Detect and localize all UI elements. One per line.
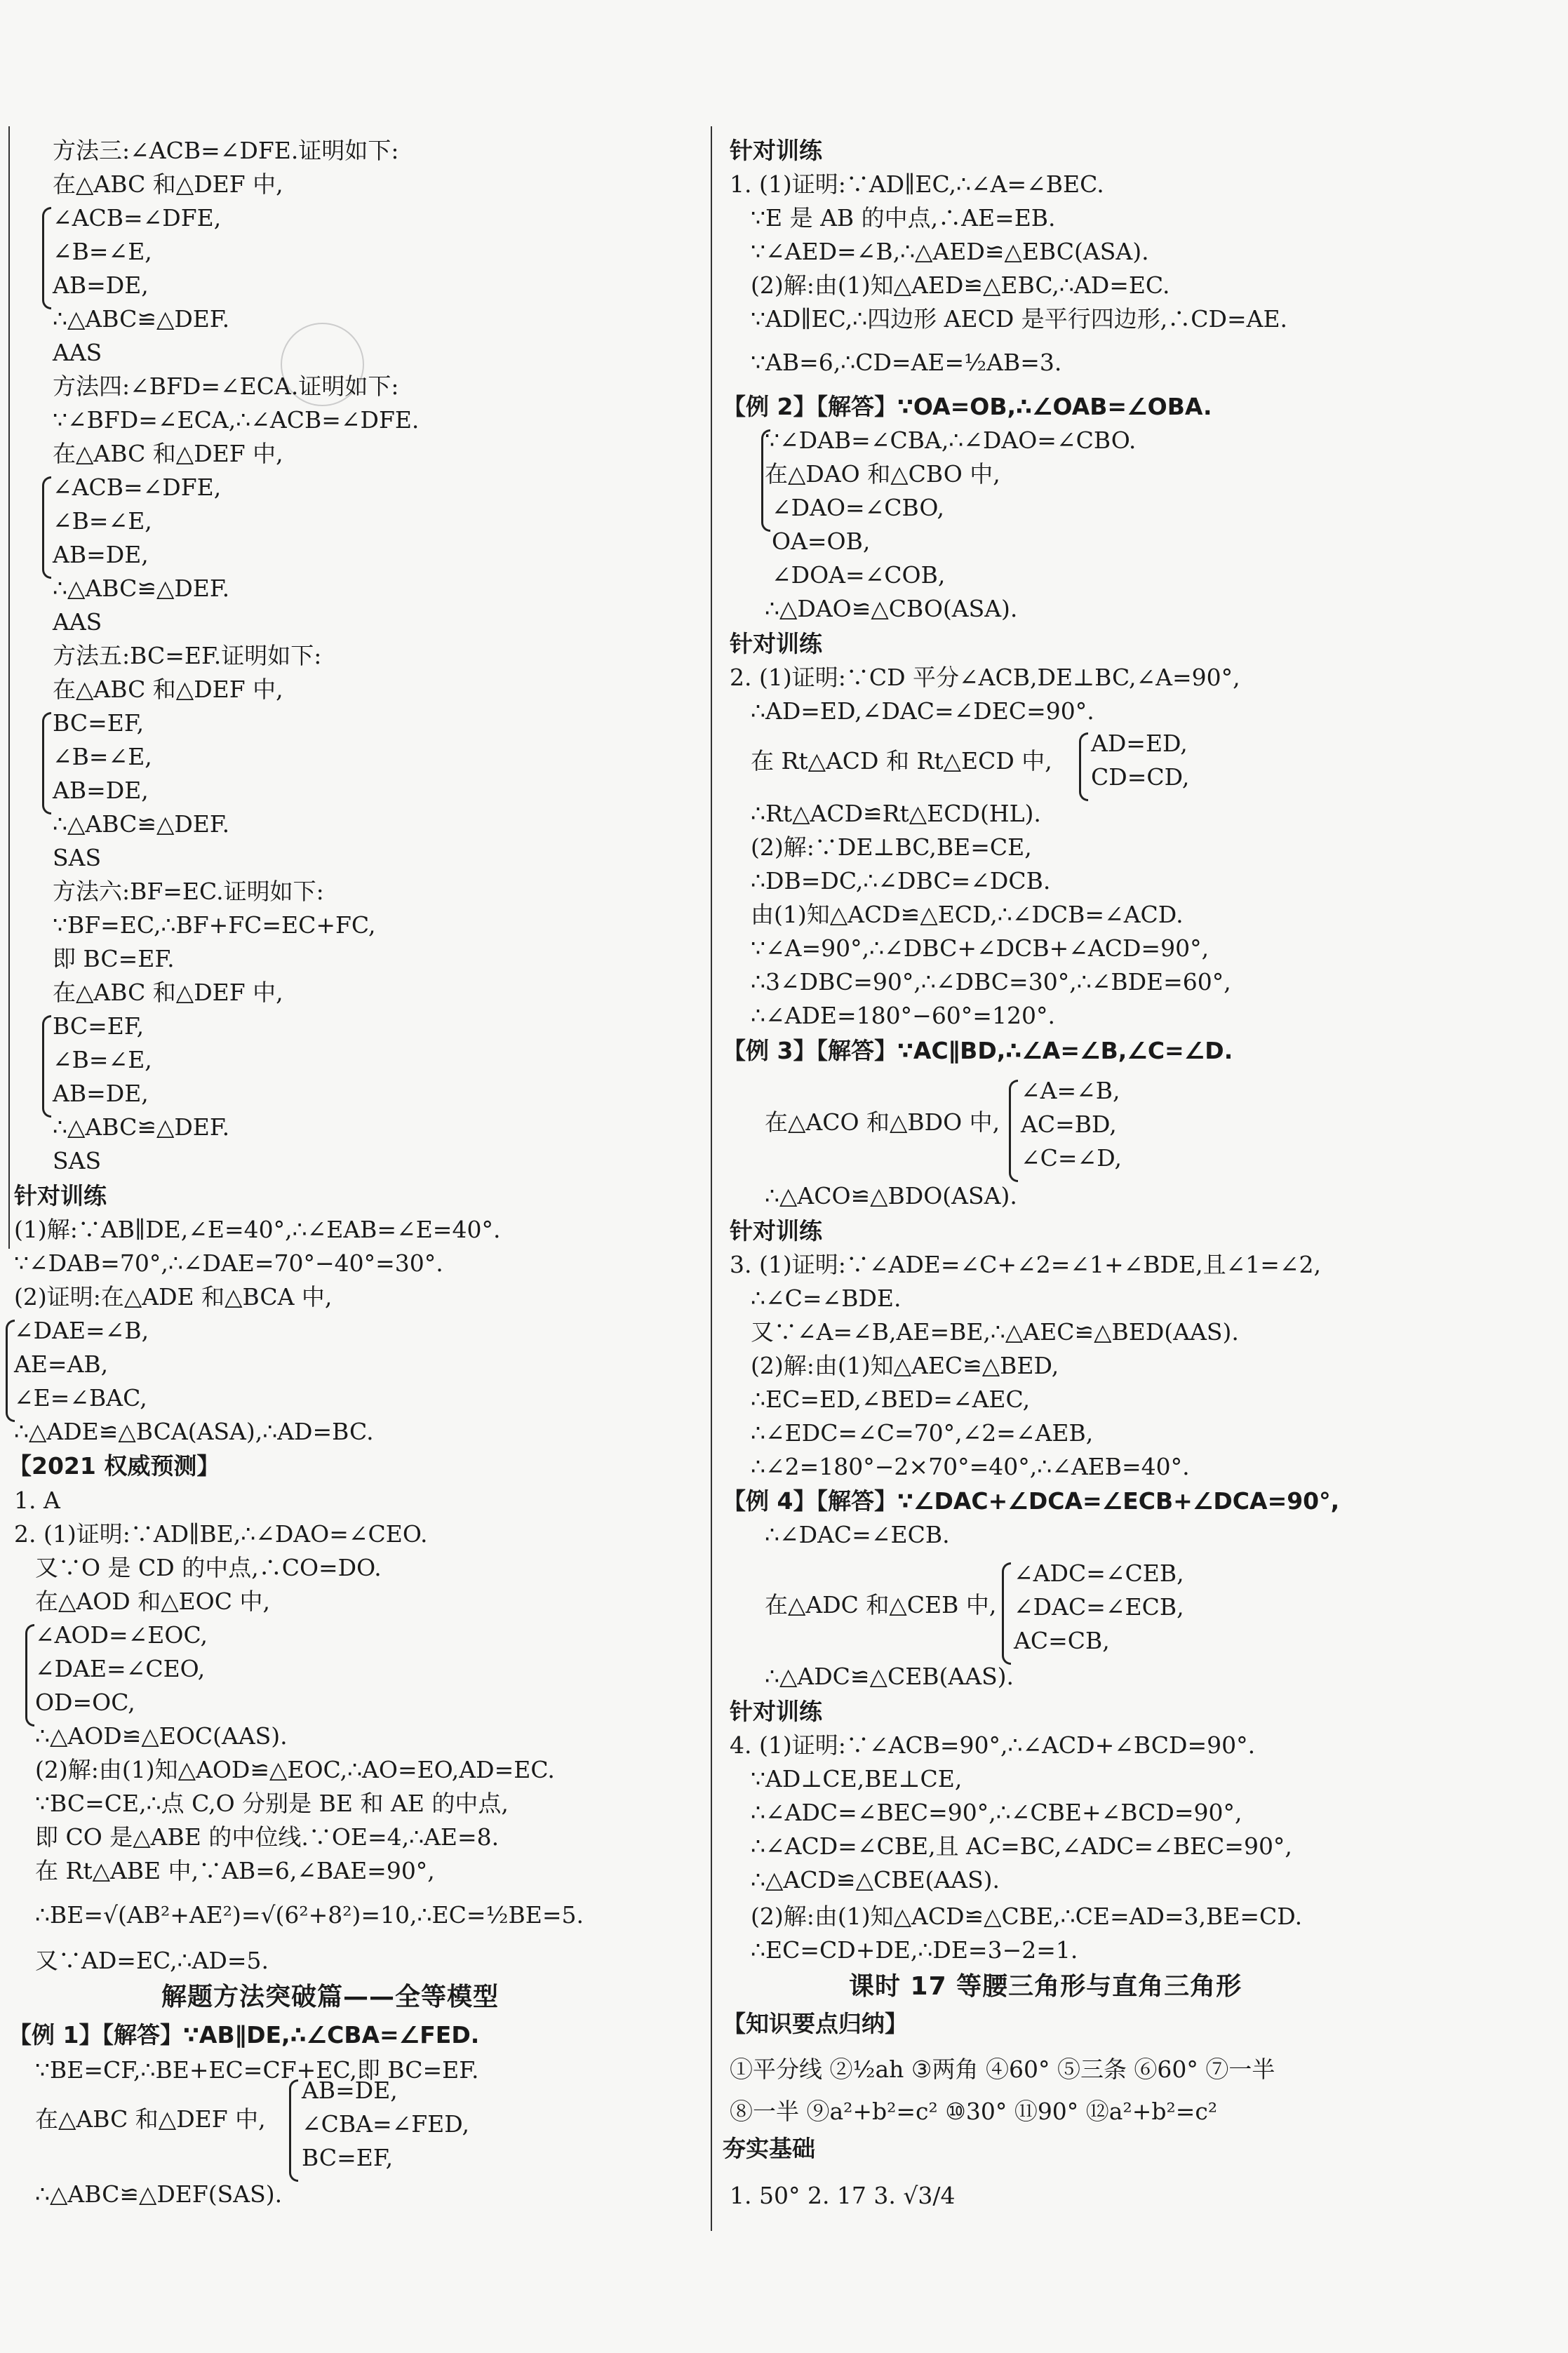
left-text-line: 方法六:BF=EC.证明如下:: [53, 878, 324, 905]
left-text-line: 1. A: [14, 1487, 60, 1514]
column-divider: [711, 126, 712, 2231]
right-text-line: AC=CB,: [1014, 1627, 1110, 1654]
right-text-line: ∴3∠DBC=90°,∴∠DBC=30°,∴∠BDE=60°,: [751, 968, 1231, 996]
left-text-line: ∵∠DAB=70°,∴∠DAE=70°−40°=30°.: [14, 1249, 443, 1277]
right-text-line: ∴∠EDC=∠C=70°,∠2=∠AEB,: [751, 1419, 1094, 1447]
system-brace: [42, 1015, 51, 1118]
left-text-line: ∠DAE=∠CEO,: [35, 1655, 206, 1682]
left-text-line: AB=DE,: [53, 1080, 149, 1107]
system-brace: [761, 429, 770, 532]
left-text-line: ∵BE=CF,∴BE+EC=CF+EC,即 BC=EF.: [35, 2056, 479, 2084]
right-text-line: ∵AD∥EC,∴四边形 AECD 是平行四边形,∴CD=AE.: [751, 305, 1288, 333]
right-text-line: ∵AD⊥CE,BE⊥CE,: [751, 1765, 963, 1792]
left-text-line: OD=OC,: [35, 1689, 135, 1716]
system-brace: [42, 207, 51, 309]
right-text-line: 在△ADC 和△CEB 中,: [765, 1591, 997, 1618]
left-text-line: AB=DE,: [302, 2077, 398, 2104]
left-text-line: (1)解:∵AB∥DE,∠E=40°,∴∠EAB=∠E=40°.: [14, 1216, 501, 1243]
left-text-line: 方法三:∠ACB=∠DFE.证明如下:: [53, 137, 399, 164]
right-text-line: ∵∠A=90°,∴∠DBC+∠DCB+∠ACD=90°,: [751, 934, 1209, 962]
left-text-line: ∴△ABC≌△DEF.: [53, 575, 230, 602]
left-text-line: BC=EF,: [53, 709, 145, 737]
right-text-line: 针对训练: [730, 137, 822, 164]
right-text-line: ∠C=∠D,: [1021, 1144, 1122, 1172]
right-text-line: OA=OB,: [772, 528, 871, 555]
left-text-line: ∠E=∠BAC,: [14, 1384, 147, 1412]
right-text-line: ∴△DAO≌△CBO(ASA).: [765, 595, 1018, 622]
right-text-line: ∴∠ADC=∠BEC=90°,∴∠CBE+∠BCD=90°,: [751, 1799, 1242, 1826]
right-text-line: ∵AB=6,∴CD=AE=½AB=3.: [751, 349, 1062, 376]
left-text-line: SAS: [53, 844, 102, 871]
left-text-line: AB=DE,: [53, 272, 149, 299]
system-brace: [1009, 1080, 1018, 1182]
left-text-line: 解题方法突破篇——全等模型: [161, 1983, 500, 2011]
right-text-line: 针对训练: [730, 1217, 822, 1245]
left-text-line: 在 Rt△ABE 中,∵AB=6,∠BAE=90°,: [35, 1857, 435, 1884]
left-text-line: SAS: [53, 1147, 102, 1174]
right-text-line: 又∵∠A=∠B,AE=BE,∴△AEC≌△BED(AAS).: [751, 1318, 1239, 1346]
right-text-line: 【例 4】【解答】∵∠DAC+∠DCA=∠ECB+∠DCA=90°,: [723, 1487, 1340, 1515]
right-text-line: ∠DAC=∠ECB,: [1014, 1593, 1184, 1621]
left-text-line: AAS: [53, 608, 102, 636]
right-text-line: 在 Rt△ACD 和 Rt△ECD 中,: [751, 747, 1052, 775]
left-text-line: ∴△ADE≌△BCA(ASA),∴AD=BC.: [14, 1418, 374, 1445]
left-text-line: ∴△ABC≌△DEF.: [53, 1113, 230, 1141]
left-text-line: ∠B=∠E,: [53, 743, 152, 770]
right-text-line: ∴AD=ED,∠DAC=∠DEC=90°.: [751, 697, 1094, 725]
right-text-line: 1. 50° 2. 17 3. √3/4: [730, 2182, 956, 2209]
left-text-line: ∵∠BFD=∠ECA,∴∠ACB=∠DFE.: [53, 406, 420, 434]
left-text-line: ∠DAE=∠B,: [14, 1317, 149, 1344]
left-text-line: BC=EF,: [302, 2144, 394, 2171]
right-text-line: 【例 2】【解答】∵OA=OB,∴∠OAB=∠OBA.: [723, 393, 1212, 420]
right-text-line: ∴EC=ED,∠BED=∠AEC,: [751, 1386, 1031, 1413]
right-text-line: 针对训练: [730, 1698, 822, 1725]
right-text-line: (2)解:由(1)知△ACD≌△CBE,∴CE=AD=3,BE=CD.: [751, 1903, 1303, 1930]
left-text-line: 2. (1)证明:∵AD∥BE,∴∠DAO=∠CEO.: [14, 1520, 428, 1548]
left-text-line: 在△ABC 和△DEF 中,: [53, 170, 283, 198]
right-text-line: ∴∠ADE=180°−60°=120°.: [751, 1002, 1055, 1029]
right-text-line: ∴△ACO≌△BDO(ASA).: [765, 1182, 1017, 1209]
system-brace: [25, 1624, 34, 1727]
left-text-line: ∠B=∠E,: [53, 1046, 152, 1073]
left-text-line: 即 BC=EF.: [53, 945, 175, 972]
right-text-line: 课时 17 等腰三角形与直角三角形: [849, 1972, 1242, 2001]
right-text-line: ∠A=∠B,: [1021, 1077, 1120, 1104]
left-text-line: ∴△AOD≌△EOC(AAS).: [35, 1722, 288, 1750]
right-text-line: 针对训练: [730, 630, 822, 657]
system-brace: [6, 1320, 15, 1422]
left-text-line: 在△ABC 和△DEF 中,: [53, 440, 283, 467]
right-text-line: ∴△ACD≌△CBE(AAS).: [751, 1866, 1000, 1893]
left-text-line: 在△ABC 和△DEF 中,: [53, 676, 283, 703]
right-text-line: ∠ADC=∠CEB,: [1014, 1560, 1184, 1587]
left-text-line: AE=AB,: [14, 1350, 109, 1378]
left-text-line: ∠ACB=∠DFE,: [53, 474, 222, 501]
left-text-line: ∵BF=EC,∴BF+FC=EC+FC,: [53, 911, 376, 939]
right-text-line: ∵∠AED=∠B,∴△AED≌△EBC(ASA).: [751, 238, 1149, 265]
left-text-line: 在△ABC 和△DEF 中,: [53, 979, 283, 1006]
left-text-line: ∠B=∠E,: [53, 238, 152, 265]
right-text-line: ①平分线 ②½ah ③两角 ④60° ⑤三条 ⑥60° ⑦一半: [730, 2056, 1275, 2083]
right-text-line: 夯实基础: [723, 2135, 815, 2162]
right-text-line: 由(1)知△ACD≌△ECD,∴∠DCB=∠ACD.: [751, 901, 1184, 928]
right-text-line: 4. (1)证明:∵∠ACB=90°,∴∠ACD+∠BCD=90°.: [730, 1731, 1256, 1759]
system-brace: [42, 712, 51, 814]
left-text-line: ∠ACB=∠DFE,: [53, 204, 222, 232]
right-text-line: ∴DB=DC,∴∠DBC=∠DCB.: [751, 867, 1051, 894]
left-text-line: ∠CBA=∠FED,: [302, 2110, 470, 2138]
system-brace: [1079, 732, 1088, 801]
right-text-line: ∴∠C=∠BDE.: [751, 1285, 902, 1312]
right-text-line: ∠DOA=∠COB,: [772, 561, 946, 589]
left-text-line: AAS: [53, 339, 102, 366]
left-text-line: 方法五:BC=EF.证明如下:: [53, 642, 322, 669]
system-brace: [1002, 1562, 1011, 1665]
right-text-line: 1. (1)证明:∵AD∥EC,∴∠A=∠BEC.: [730, 170, 1104, 198]
left-text-line: 又∵AD=EC,∴AD=5.: [35, 1947, 269, 1974]
left-text-line: 【2021 权威预测】: [8, 1452, 220, 1480]
right-text-line: ∵E 是 AB 的中点,∴AE=EB.: [751, 204, 1056, 232]
left-text-line: 【例 1】【解答】∵AB∥DE,∴∠CBA=∠FED.: [8, 2021, 480, 2049]
right-text-line: ∴∠DAC=∠ECB.: [765, 1521, 950, 1548]
right-text-line: ∴EC=CD+DE,∴DE=3−2=1.: [751, 1936, 1078, 1964]
right-text-line: ∴Rt△ACD≌Rt△ECD(HL).: [751, 800, 1041, 827]
right-text-line: AC=BD,: [1021, 1111, 1117, 1138]
right-text-line: CD=CD,: [1091, 763, 1190, 791]
right-text-line: AD=ED,: [1091, 730, 1188, 757]
right-text-line: 【知识要点归纳】: [723, 2010, 908, 2037]
left-text-line: 在△AOD 和△EOC 中,: [35, 1588, 270, 1615]
left-text-line: BC=EF,: [53, 1012, 145, 1040]
left-text-line: AB=DE,: [53, 541, 149, 568]
left-text-line: ∴△ABC≌△DEF.: [53, 305, 230, 333]
right-text-line: 3. (1)证明:∵∠ADE=∠C+∠2=∠1+∠BDE,且∠1=∠2,: [730, 1251, 1322, 1278]
left-text-line: 又∵O 是 CD 的中点,∴CO=DO.: [35, 1554, 382, 1581]
system-brace: [42, 476, 51, 579]
right-text-line: 在△DAO 和△CBO 中,: [765, 460, 1000, 488]
right-text-line: 2. (1)证明:∵CD 平分∠ACB,DE⊥BC,∠A=90°,: [730, 664, 1240, 691]
left-text-line: (2)解:由(1)知△AOD≌△EOC,∴AO=EO,AD=EC.: [35, 1756, 555, 1783]
right-text-line: (2)解:∵DE⊥BC,BE=CE,: [751, 833, 1032, 861]
right-text-line: 【例 3】【解答】∵AC∥BD,∴∠A=∠B,∠C=∠D.: [723, 1037, 1233, 1064]
right-text-line: ∴∠2=180°−2×70°=40°,∴∠AEB=40°.: [751, 1453, 1190, 1480]
right-text-line: 在△ACO 和△BDO 中,: [765, 1108, 1000, 1136]
left-text-line: ∴△ABC≌△DEF.: [53, 810, 230, 838]
right-text-line: ∵∠DAB=∠CBA,∴∠DAO=∠CBO.: [765, 427, 1137, 454]
right-text-line: ⑧一半 ⑨a²+b²=c² ⑩30° ⑪90° ⑫a²+b²=c²: [730, 2098, 1218, 2125]
left-text-line: (2)证明:在△ADE 和△BCA 中,: [14, 1283, 333, 1310]
right-text-line: (2)解:由(1)知△AEC≌△BED,: [751, 1352, 1059, 1379]
left-text-line: AB=DE,: [53, 777, 149, 804]
left-text-line: 在△ABC 和△DEF 中,: [35, 2105, 266, 2133]
left-text-line: 针对训练: [14, 1182, 107, 1209]
system-brace: [289, 2079, 298, 2182]
left-text-line: ∠AOD=∠EOC,: [35, 1621, 208, 1649]
right-text-line: (2)解:由(1)知△AED≌△EBC,∴AD=EC.: [751, 272, 1170, 299]
left-text-line: ∵BC=CE,∴点 C,O 分别是 BE 和 AE 的中点,: [35, 1790, 509, 1817]
right-text-line: ∠DAO=∠CBO,: [772, 494, 945, 521]
left-text-line: 即 CO 是△ABE 的中位线.∵OE=4,∴AE=8.: [35, 1823, 500, 1851]
right-text-line: ∴∠ACD=∠CBE,且 AC=BC,∠ADC=∠BEC=90°,: [751, 1832, 1292, 1860]
left-text-line: 方法四:∠BFD=∠ECA.证明如下:: [53, 373, 399, 400]
left-text-line: ∠B=∠E,: [53, 507, 152, 535]
right-text-line: ∴△ADC≌△CEB(AAS).: [765, 1663, 1014, 1690]
left-text-line: ∴BE=√(AB²+AE²)=√(6²+8²)=10,∴EC=½BE=5.: [35, 1901, 584, 1929]
left-text-line: ∴△ABC≌△DEF(SAS).: [35, 2180, 283, 2208]
left-margin-rule: [8, 126, 10, 1249]
